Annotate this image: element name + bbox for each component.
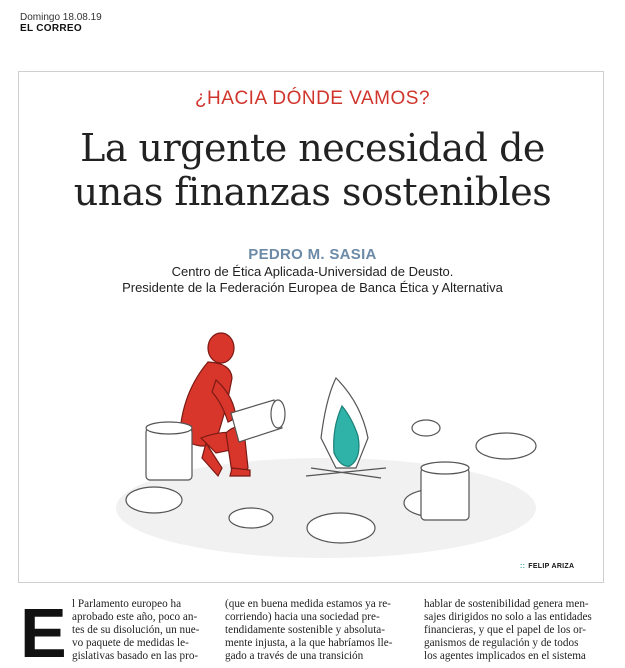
credit-marker-icon: :: [520,563,526,570]
col1-line: tes de su disolución, un nue- [72,624,200,636]
col3-line: los agentes implicados en el sistema [424,650,586,662]
figure-stump [146,422,192,480]
col2-line: gado a través de una transición [225,650,364,662]
issue-date: Domingo 18.08.19 [20,12,102,23]
col1-line: l Parlamento europeo ha [72,598,182,610]
author-name: PEDRO M. SASIA [248,246,377,263]
affiliation-line-1: Centro de Ética Aplicada-Universidad de Deusto. [171,264,454,279]
col3-line: hablar de sostenibilidad genera men- [424,598,589,610]
affiliation-line-2: Presidente de la Federación Europea de Banca Ética y Alternativa [122,280,503,295]
headline-line-1: La urgente necesidad de [80,126,545,170]
illustration-credit [520,563,574,570]
col2-line: corriendo) hacia una sociedad pre- [225,611,380,623]
drop-cap: E [20,598,67,668]
log [231,400,285,442]
credit-name: FELIP ARIZA [528,563,575,570]
col3-line: sajes dirigidos no solo a las entidades [424,611,592,623]
col1-line: gislativas basado en las pro- [72,650,199,662]
article-headline [0,126,625,214]
column-1 [72,598,204,663]
column-2 [225,598,415,663]
headline-line-2: unas finanzas sostenibles [73,170,552,214]
col3-line: financieras, y que el papel de los or- [424,624,586,636]
col2-line: (que en buena medida estamos ya re- [225,598,391,610]
campfire-illustration [36,318,596,578]
col1-line: vo paquete de medidas le- [72,637,189,649]
masthead [20,12,102,34]
author-affiliation [0,264,625,296]
col2-line: mente injusta, a la que habríamos lle- [225,637,393,649]
article-kicker: ¿HACIA DÓNDE VAMOS? [194,88,431,109]
article-body [20,598,605,668]
newspaper-name: EL CORREO [20,23,82,34]
column-3 [424,598,604,663]
col2-line: tendidamente sostenible y absoluta- [225,624,386,636]
col1-line: aprobado este año, poco an- [72,611,198,623]
col3-line: ganismos de regulación y de todos [424,637,579,649]
